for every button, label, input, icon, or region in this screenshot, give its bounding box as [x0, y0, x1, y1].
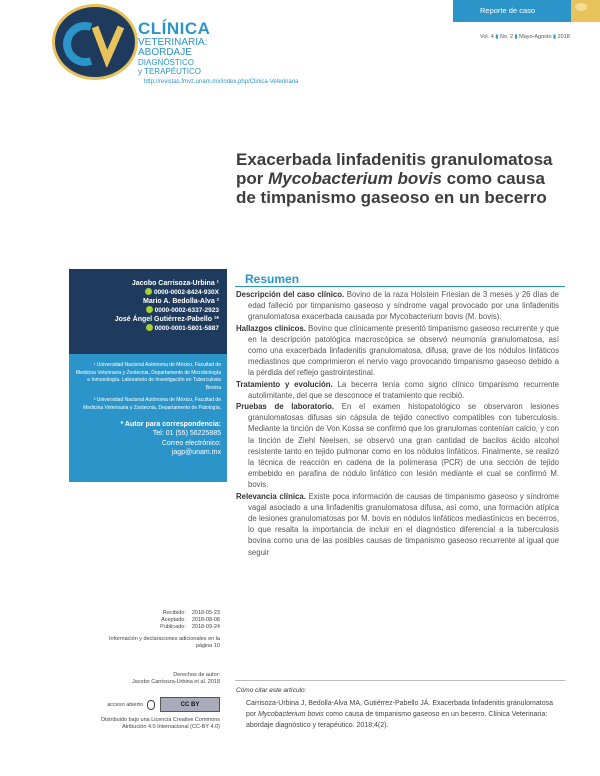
journal-header [0, 0, 600, 90]
issue-number: No. 2 [499, 34, 514, 40]
citation-text: Carrisoza-Urbina J, Bedolla-Alva MA, Gutiérrez-Pabello JÁ. Exacerbada linfadenitis granulomatosa por Mycobacterium bovis como causa de timpanismo gaseoso en un becerro. Clínica Veterinaria: abordaje diagnóstico y terapéutico. 2018;4(2). [246, 700, 553, 729]
abstract-paragraph: Relevancia clínica. Existe poca información de causas de timpanismo gaseoso y síndrome vagal asociado a una linfadenitis granulomatosa difusa, así como, una formación atípica de lesiones granulomatosas por M. bovis en nódulos linfáticos mediastínicos en becerros, lo que resalta la importancia de incluir en el diagnóstico diferencial a la tuberculosis bovina como una de las posibles causas de timpanismo gaseoso recurrente al igual que seguir [236, 491, 559, 557]
brand-line: DIAGNÓSTICO [138, 58, 195, 67]
article-title [236, 150, 576, 207]
date-row: Aceptado: 2018-08-08 [161, 617, 220, 623]
issue-volume: Vol. 4 [480, 34, 494, 40]
brand-line: VETERINARIA: [138, 37, 208, 48]
orcid-icon [145, 288, 152, 295]
orcid-icon [146, 324, 153, 331]
mini-logo [571, 0, 600, 22]
date-row: Publicado: 2018-09-24 [160, 624, 220, 630]
abstract-heading: Resumen [245, 272, 300, 286]
section-label: Reporte de caso [480, 6, 536, 15]
issue-period: Mayo-Agosto [519, 34, 552, 40]
copyright-holder: Jacobo Carrisoza-Urbina et al. 2018 [131, 679, 220, 685]
title-line: Exacerbada linfadenitis granulomatosa [236, 150, 553, 169]
additional-info-note: Información y declaraciones adicionales en la página 10 [109, 636, 220, 649]
correspondence-email-label: Correo electrónico: [161, 439, 221, 447]
author-name: Jacobo Carrisoza-Urbina ¹ [131, 280, 219, 287]
issue-info: Vol. 4 ▮ No. 2 ▮ Mayo-Agosto ▮ 2018 [480, 34, 570, 40]
journal-brand [138, 20, 210, 76]
journal-url-link[interactable]: http://revistas.fmvz.unam.mx/index.php/Clinica-Veterinaria [144, 79, 299, 85]
abstract-paragraph: Tratamiento y evolución. La becerra tenía como signo clínico timpanismo recurrente autolimitante, del que se desconoce el tratamiento que recibió. [236, 379, 560, 400]
title-line: de timpanismo gaseoso en un becerro [236, 188, 547, 207]
copyright [100, 672, 220, 686]
correspondence-title: * Autor para correspondencia: [120, 421, 221, 428]
affiliation: ² Universidad Nacional Autónoma de México, Facultad de Medicina Veterinaria y Zootecnia, Departamento de Patología. [83, 397, 221, 411]
author-name: Mario A. Bedolla-Alva ² [143, 298, 219, 305]
abstract-rule [235, 286, 565, 287]
date-row: Recibido: 2018-05-23 [162, 610, 220, 616]
section-tab [453, 0, 600, 22]
orcid-link[interactable]: 0000-0002-6337-2923 [77, 306, 219, 315]
abstract-body [236, 289, 559, 558]
license-text: Distribuido bajo una Licencia Creative Commons Atribución 4.0 Internacional (CC-BY 4.0) [101, 717, 220, 730]
cv-logo-icon [61, 19, 131, 67]
cc-license-badge[interactable]: CC BY [160, 697, 220, 712]
citation-title: Cómo citar este artículo: [236, 687, 307, 694]
abstract-paragraph: Pruebas de laboratorio. En el examen histopatológico se observaron lesiones granulomatosas difusas sin cápsula de tejido conectivo compatibles con tuberculosis. Mediante la tinción de Von Kossa se confirmó que los granulomas contenían calcio, y con la tinción de Ziehl Neelsen, se observó una gran cantidad de bacilos ácido alcohol resistente tanto en tejido pulmonar como en los nódulos linfáticos. Finalmente, se realizó la técnica de reacción en cadena de la polimerasa (PCR) de una sección de tejido embebido en parafina de nódulo linfático con lesión mediante el cual se confirmó M. bovis. [236, 402, 560, 490]
open-access-label: acceso abierto [107, 702, 143, 708]
divider [235, 680, 565, 681]
open-access-icon [147, 700, 155, 710]
affiliations-panel [69, 354, 227, 482]
publication-dates [100, 610, 220, 631]
authors-panel [69, 269, 227, 354]
author-name: José Ángel Gutiérrez-Pabello ¹* [114, 316, 219, 323]
copyright-label: Derechos de autor: [173, 672, 220, 678]
correspondence-phone: Tel: 01 (55) 56225885 [152, 430, 221, 437]
abstract-paragraph: Descripción del caso clínico. Bovino de la raza Holstein Friesian de 3 meses y 26 días de edad falleció por timpanismo gaseoso y síndrome vagal provocado por una linfadenitis granulomatosa exacerbada causada por Mycobacterium bovis (M. bovis). [236, 290, 560, 322]
issue-year: 2018 [557, 34, 570, 40]
affiliation: ¹ Universidad Nacional Autónoma de México, Facultad de Medicina Veterinaria y Zootecnia, Departamento de Microbiología e Inmunología. Laboratorio de Investigación en Tuberculosis Bovina [75, 362, 221, 391]
correspondence-email-link[interactable]: jagp@unam.mx [171, 449, 221, 456]
orcid-icon [146, 306, 153, 313]
orcid-link[interactable]: 0000-0002-8424-930X [77, 288, 219, 297]
open-access [100, 700, 155, 710]
title-line: por Mycobacterium bovis como causa [236, 169, 545, 188]
brand-line: ABORDAJE [138, 47, 192, 58]
brand-line: y TERAPÉUTICO [138, 67, 201, 76]
journal-logo [52, 4, 138, 80]
mini-logo-icon [575, 3, 587, 11]
orcid-link[interactable]: 0000-0001-5801-5887 [77, 324, 219, 333]
brand-line: CLÍNICA [138, 19, 211, 38]
abstract-paragraph: Hallazgos clínicos. Bovino que clínicamente presentó timpanismo gaseoso recurrente y que en la descripción patológica macroscópica se observó neumonía granulomatosa, así como una exacerbada linfadenitis granulomatosa, difusa, grave de los nódulos linfáticos mediastinos que comprimieron el nervio vago provocando timpanismo gaseoso debido a la pérdida del reflejo gastrointestinal. [236, 323, 559, 378]
